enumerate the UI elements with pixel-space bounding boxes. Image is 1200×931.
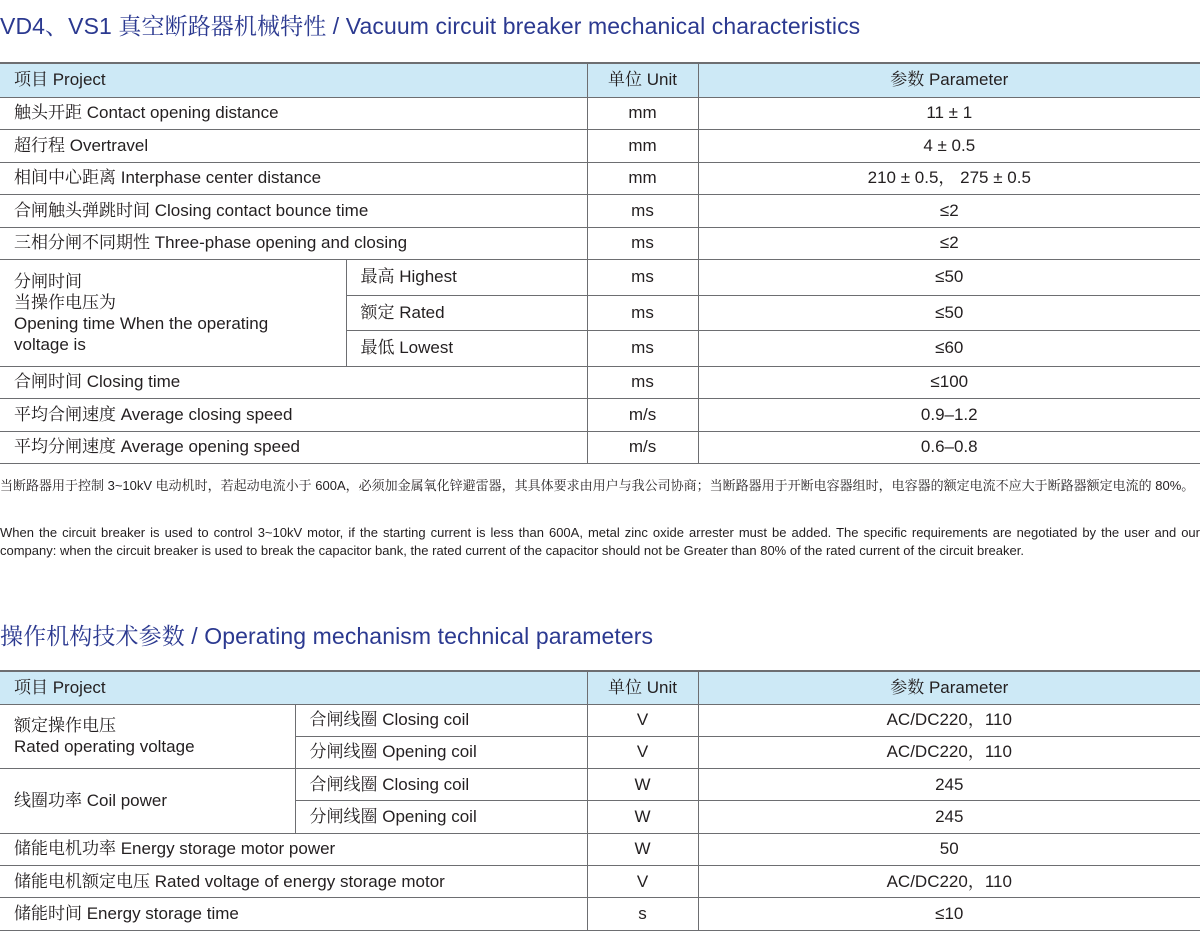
label-line: 分闸时间 xyxy=(14,271,82,291)
cell-parameter: ≤100 xyxy=(698,366,1200,399)
cell-unit: V xyxy=(587,865,698,897)
cell-project: 平均合闸速度 Average closing speed xyxy=(0,399,587,432)
cell-parameter: 245 xyxy=(698,801,1200,833)
cell-unit: V xyxy=(587,736,698,768)
note-chinese: 当断路器用于控制 3~10kV 电动机时，若起动电流小于 600A，必须加金属氧化锌避雷器，其具体要求由用户与我公司协商；当断路器用于开断电容器组时，电容器的额定电流不应大于断路器额定电流的 80%。 xyxy=(0,478,1195,493)
section-title-mechanical: VD4、VS1 真空断路器机械特性 / Vacuum circuit breaker mechanical characteristics xyxy=(0,13,861,39)
table-row xyxy=(0,399,1200,432)
cell-unit: W xyxy=(587,833,698,865)
cell-unit: ms xyxy=(587,260,698,296)
table-row xyxy=(0,366,1200,399)
cell-project: 相间中心距离 Interphase center distance xyxy=(0,162,587,195)
cell-unit: mm xyxy=(587,97,698,130)
label-line: 额定操作电压 xyxy=(14,716,116,736)
label-line: Rated operating voltage xyxy=(14,737,195,757)
cell-unit: V xyxy=(587,704,698,736)
table-row xyxy=(0,97,1200,130)
cell-project: 三相分闸不同期性 Three-phase opening and closing xyxy=(0,227,587,260)
section-title-operating-mechanism: 操作机构技术参数 / Operating mechanism technical parameters xyxy=(0,623,654,649)
cell-parameter: 0.9–1.2 xyxy=(698,399,1200,432)
cell-group-label-rated-voltage xyxy=(0,704,295,769)
label-line: voltage is xyxy=(14,334,86,354)
table-row xyxy=(0,260,1200,296)
cell-parameter: AC/DC220，110 xyxy=(698,704,1200,736)
cell-unit: mm xyxy=(587,162,698,195)
cell-unit: ms xyxy=(587,331,698,367)
table-row xyxy=(0,704,1200,736)
label-line: Opening time When the operating xyxy=(14,313,269,333)
table-row xyxy=(0,898,1200,930)
cell-project: 合闸时间 Closing time xyxy=(0,366,587,399)
cell-subitem: 分闸线圈 Opening coil xyxy=(295,801,587,833)
cell-parameter: ≤2 xyxy=(698,195,1200,228)
cell-unit: ms xyxy=(587,227,698,260)
cell-subitem: 最高 Highest xyxy=(346,260,587,296)
cell-project: 储能时间 Energy storage time xyxy=(0,898,587,930)
note-english: When the circuit breaker is used to control 3~10kV motor, if the starting current is less than 600A, metal zinc oxide arrester must be added. The specific requirements are negotiated by the user and our company: when the circuit breaker is used to break the capacitor bank, the rated current of the capacitor should not be Greater than 80% of the rated current of the circuit breaker. xyxy=(0,525,1200,558)
label-line: 线圈功率 Coil power xyxy=(14,791,168,811)
header-unit: 单位 Unit xyxy=(587,671,698,704)
cell-project: 合闸触头弹跳时间 Closing contact bounce time xyxy=(0,195,587,228)
header-unit: 单位 Unit xyxy=(587,63,698,97)
cell-parameter: ≤10 xyxy=(698,898,1200,930)
table-row xyxy=(0,227,1200,260)
cell-parameter: AC/DC220，110 xyxy=(698,865,1200,897)
cell-subitem: 额定 Rated xyxy=(346,295,587,331)
table-row xyxy=(0,195,1200,228)
cell-unit: ms xyxy=(587,295,698,331)
table-row xyxy=(0,865,1200,897)
cell-subitem: 最低 Lowest xyxy=(346,331,587,367)
cell-unit: W xyxy=(587,769,698,801)
header-project: 项目 Project xyxy=(0,63,587,97)
cell-unit: W xyxy=(587,801,698,833)
label-line: 当操作电压为 xyxy=(14,292,116,312)
header-parameter: 参数 Parameter xyxy=(698,63,1200,97)
cell-parameter: ≤2 xyxy=(698,227,1200,260)
cell-parameter: ≤50 xyxy=(698,295,1200,331)
operating-mechanism-table xyxy=(0,670,1200,931)
table-row xyxy=(0,833,1200,865)
cell-subitem: 合闸线圈 Closing coil xyxy=(295,704,587,736)
cell-project: 超行程 Overtravel xyxy=(0,130,587,163)
cell-parameter: 11 ± 1 xyxy=(698,97,1200,130)
cell-subitem: 分闸线圈 Opening coil xyxy=(295,736,587,768)
cell-group-label-opening-time xyxy=(0,260,346,367)
table-row xyxy=(0,130,1200,163)
cell-group-label-coil-power xyxy=(0,769,295,834)
table-header-row xyxy=(0,63,1200,97)
cell-unit: s xyxy=(587,898,698,930)
cell-parameter: AC/DC220，110 xyxy=(698,736,1200,768)
cell-unit: ms xyxy=(587,366,698,399)
cell-unit: m/s xyxy=(587,431,698,464)
header-project: 项目 Project xyxy=(0,671,587,704)
cell-unit: m/s xyxy=(587,399,698,432)
cell-project: 储能电机额定电压 Rated voltage of energy storage motor xyxy=(0,865,587,897)
cell-parameter: 0.6–0.8 xyxy=(698,431,1200,464)
table-header-row xyxy=(0,671,1200,704)
table-row xyxy=(0,769,1200,801)
cell-unit: mm xyxy=(587,130,698,163)
table-row xyxy=(0,431,1200,464)
cell-subitem: 合闸线圈 Closing coil xyxy=(295,769,587,801)
cell-parameter: ≤60 xyxy=(698,331,1200,367)
cell-unit: ms xyxy=(587,195,698,228)
header-parameter: 参数 Parameter xyxy=(698,671,1200,704)
table-row xyxy=(0,162,1200,195)
cell-parameter: 245 xyxy=(698,769,1200,801)
mechanical-characteristics-table xyxy=(0,62,1200,464)
cell-parameter: 4 ± 0.5 xyxy=(698,130,1200,163)
cell-parameter: 50 xyxy=(698,833,1200,865)
cell-project: 平均分闸速度 Average opening speed xyxy=(0,431,587,464)
cell-parameter: ≤50 xyxy=(698,260,1200,296)
cell-project: 储能电机功率 Energy storage motor power xyxy=(0,833,587,865)
cell-parameter: 210 ± 0.5， 275 ± 0.5 xyxy=(698,162,1200,195)
cell-project: 触头开距 Contact opening distance xyxy=(0,97,587,130)
